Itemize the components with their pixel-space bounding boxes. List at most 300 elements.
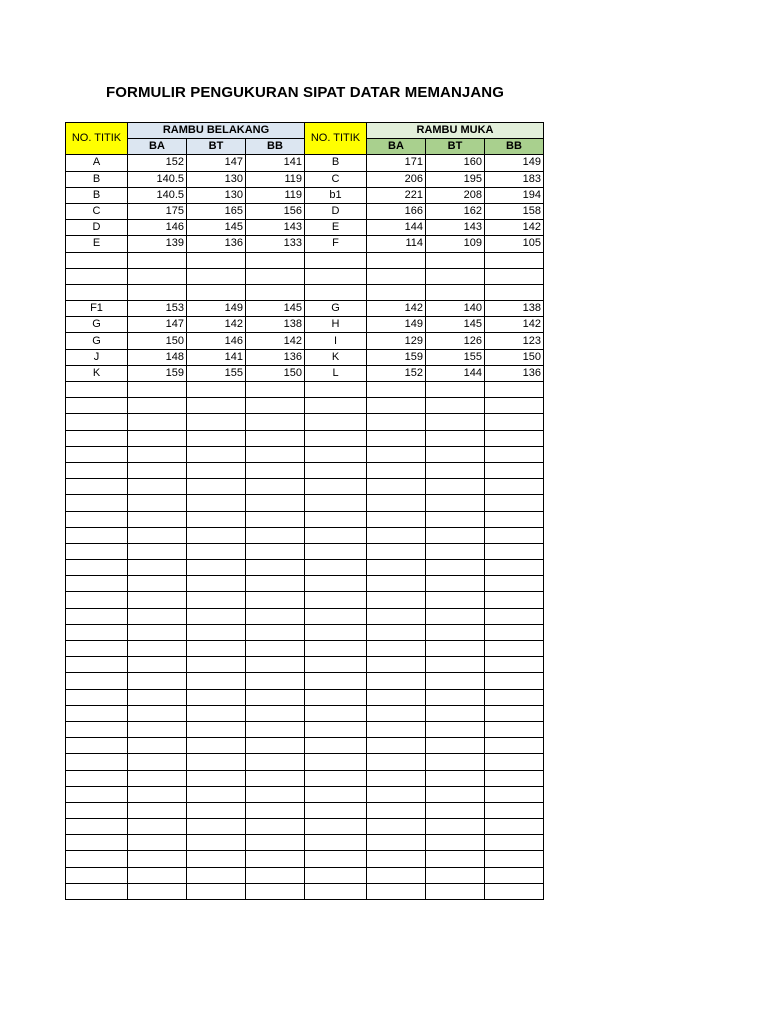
front-point-cell[interactable]: L xyxy=(305,365,367,381)
front-bt-cell[interactable] xyxy=(426,608,485,624)
back-point-cell[interactable] xyxy=(66,268,128,284)
back-bt-cell[interactable]: 145 xyxy=(187,220,246,236)
front-ba-cell[interactable] xyxy=(367,268,426,284)
back-point-cell[interactable] xyxy=(66,462,128,478)
back-bb-cell[interactable] xyxy=(246,252,305,268)
front-ba-cell[interactable] xyxy=(367,786,426,802)
back-bt-cell[interactable] xyxy=(187,770,246,786)
front-bt-cell[interactable]: 143 xyxy=(426,220,485,236)
front-ba-cell[interactable] xyxy=(367,527,426,543)
front-bt-cell[interactable] xyxy=(426,252,485,268)
front-bt-cell[interactable] xyxy=(426,754,485,770)
front-point-cell[interactable] xyxy=(305,851,367,867)
back-bb-cell[interactable] xyxy=(246,802,305,818)
back-ba-cell[interactable]: 140.5 xyxy=(128,187,187,203)
back-bb-cell[interactable] xyxy=(246,705,305,721)
front-point-cell[interactable] xyxy=(305,835,367,851)
front-bt-cell[interactable] xyxy=(426,592,485,608)
front-point-cell[interactable]: H xyxy=(305,317,367,333)
back-bt-cell[interactable] xyxy=(187,527,246,543)
front-bb-cell[interactable] xyxy=(485,284,544,300)
front-point-cell[interactable]: K xyxy=(305,349,367,365)
front-bt-cell[interactable] xyxy=(426,641,485,657)
back-point-cell[interactable] xyxy=(66,430,128,446)
back-bt-cell[interactable]: 141 xyxy=(187,349,246,365)
back-bt-cell[interactable] xyxy=(187,479,246,495)
back-point-cell[interactable] xyxy=(66,802,128,818)
back-bb-cell[interactable] xyxy=(246,883,305,899)
front-bb-cell[interactable] xyxy=(485,705,544,721)
front-bb-cell[interactable]: 149 xyxy=(485,155,544,171)
back-point-cell[interactable] xyxy=(66,770,128,786)
back-point-cell[interactable] xyxy=(66,754,128,770)
front-bb-cell[interactable]: 150 xyxy=(485,349,544,365)
back-point-cell[interactable] xyxy=(66,414,128,430)
front-point-cell[interactable] xyxy=(305,754,367,770)
back-point-cell[interactable] xyxy=(66,511,128,527)
back-point-cell[interactable]: G xyxy=(66,333,128,349)
back-ba-cell[interactable] xyxy=(128,819,187,835)
back-ba-cell[interactable] xyxy=(128,284,187,300)
back-bt-cell[interactable]: 146 xyxy=(187,333,246,349)
front-point-cell[interactable] xyxy=(305,495,367,511)
back-point-cell[interactable] xyxy=(66,252,128,268)
back-bt-cell[interactable]: 136 xyxy=(187,236,246,252)
back-ba-cell[interactable] xyxy=(128,592,187,608)
front-bb-cell[interactable] xyxy=(485,851,544,867)
back-bb-cell[interactable] xyxy=(246,754,305,770)
back-point-cell[interactable]: C xyxy=(66,203,128,219)
back-bt-cell[interactable] xyxy=(187,624,246,640)
front-bb-cell[interactable]: 183 xyxy=(485,171,544,187)
back-bt-cell[interactable] xyxy=(187,754,246,770)
back-ba-cell[interactable] xyxy=(128,576,187,592)
back-bb-cell[interactable] xyxy=(246,560,305,576)
front-bb-cell[interactable] xyxy=(485,673,544,689)
front-ba-cell[interactable] xyxy=(367,705,426,721)
back-point-cell[interactable] xyxy=(66,560,128,576)
front-point-cell[interactable] xyxy=(305,527,367,543)
front-point-cell[interactable] xyxy=(305,770,367,786)
front-ba-cell[interactable]: 142 xyxy=(367,301,426,317)
back-bb-cell[interactable] xyxy=(246,511,305,527)
back-bb-cell[interactable] xyxy=(246,819,305,835)
back-ba-cell[interactable] xyxy=(128,252,187,268)
back-bb-cell[interactable] xyxy=(246,382,305,398)
back-ba-cell[interactable] xyxy=(128,770,187,786)
back-bt-cell[interactable] xyxy=(187,608,246,624)
front-bb-cell[interactable]: 136 xyxy=(485,365,544,381)
front-bt-cell[interactable] xyxy=(426,624,485,640)
back-bb-cell[interactable] xyxy=(246,495,305,511)
front-ba-cell[interactable] xyxy=(367,802,426,818)
front-bt-cell[interactable] xyxy=(426,819,485,835)
front-bt-cell[interactable] xyxy=(426,867,485,883)
back-bt-cell[interactable] xyxy=(187,495,246,511)
front-ba-cell[interactable] xyxy=(367,770,426,786)
back-bt-cell[interactable] xyxy=(187,883,246,899)
front-bb-cell[interactable]: 158 xyxy=(485,203,544,219)
front-bt-cell[interactable]: 140 xyxy=(426,301,485,317)
front-bt-cell[interactable] xyxy=(426,414,485,430)
back-bt-cell[interactable] xyxy=(187,414,246,430)
front-point-cell[interactable] xyxy=(305,382,367,398)
back-point-cell[interactable] xyxy=(66,835,128,851)
front-bb-cell[interactable] xyxy=(485,657,544,673)
back-bb-cell[interactable] xyxy=(246,462,305,478)
back-point-cell[interactable] xyxy=(66,382,128,398)
front-point-cell[interactable] xyxy=(305,689,367,705)
front-bt-cell[interactable] xyxy=(426,398,485,414)
back-bb-cell[interactable] xyxy=(246,398,305,414)
back-bb-cell[interactable] xyxy=(246,446,305,462)
back-point-cell[interactable]: J xyxy=(66,349,128,365)
front-bt-cell[interactable] xyxy=(426,721,485,737)
back-point-cell[interactable] xyxy=(66,673,128,689)
front-bb-cell[interactable] xyxy=(485,721,544,737)
back-ba-cell[interactable] xyxy=(128,543,187,559)
front-ba-cell[interactable] xyxy=(367,560,426,576)
back-point-cell[interactable] xyxy=(66,446,128,462)
back-ba-cell[interactable] xyxy=(128,624,187,640)
front-point-cell[interactable] xyxy=(305,592,367,608)
back-bb-cell[interactable]: 150 xyxy=(246,365,305,381)
front-point-cell[interactable] xyxy=(305,624,367,640)
back-ba-cell[interactable] xyxy=(128,673,187,689)
front-bt-cell[interactable]: 145 xyxy=(426,317,485,333)
front-bt-cell[interactable]: 195 xyxy=(426,171,485,187)
back-bb-cell[interactable]: 142 xyxy=(246,333,305,349)
front-ba-cell[interactable] xyxy=(367,641,426,657)
front-ba-cell[interactable] xyxy=(367,657,426,673)
back-point-cell[interactable] xyxy=(66,689,128,705)
back-ba-cell[interactable] xyxy=(128,414,187,430)
front-bt-cell[interactable] xyxy=(426,576,485,592)
front-bb-cell[interactable] xyxy=(485,754,544,770)
front-bb-cell[interactable] xyxy=(485,382,544,398)
back-bt-cell[interactable] xyxy=(187,543,246,559)
front-point-cell[interactable] xyxy=(305,608,367,624)
back-bt-cell[interactable] xyxy=(187,382,246,398)
front-ba-cell[interactable] xyxy=(367,576,426,592)
front-bt-cell[interactable] xyxy=(426,738,485,754)
back-point-cell[interactable]: B xyxy=(66,187,128,203)
front-point-cell[interactable] xyxy=(305,576,367,592)
back-bt-cell[interactable] xyxy=(187,284,246,300)
back-point-cell[interactable]: F1 xyxy=(66,301,128,317)
back-bt-cell[interactable] xyxy=(187,430,246,446)
front-bt-cell[interactable] xyxy=(426,382,485,398)
front-ba-cell[interactable] xyxy=(367,284,426,300)
back-ba-cell[interactable]: 152 xyxy=(128,155,187,171)
front-bb-cell[interactable] xyxy=(485,511,544,527)
front-point-cell[interactable] xyxy=(305,543,367,559)
front-bb-cell[interactable] xyxy=(485,414,544,430)
front-bb-cell[interactable] xyxy=(485,802,544,818)
front-ba-cell[interactable]: 159 xyxy=(367,349,426,365)
front-bb-cell[interactable] xyxy=(485,819,544,835)
front-bt-cell[interactable]: 208 xyxy=(426,187,485,203)
back-bt-cell[interactable] xyxy=(187,560,246,576)
front-ba-cell[interactable] xyxy=(367,721,426,737)
back-bb-cell[interactable] xyxy=(246,867,305,883)
back-point-cell[interactable] xyxy=(66,576,128,592)
back-bt-cell[interactable]: 130 xyxy=(187,171,246,187)
back-point-cell[interactable] xyxy=(66,851,128,867)
back-bb-cell[interactable] xyxy=(246,738,305,754)
back-bt-cell[interactable] xyxy=(187,786,246,802)
back-bb-cell[interactable] xyxy=(246,673,305,689)
front-point-cell[interactable] xyxy=(305,721,367,737)
back-ba-cell[interactable] xyxy=(128,802,187,818)
front-bb-cell[interactable] xyxy=(485,786,544,802)
front-bt-cell[interactable] xyxy=(426,705,485,721)
back-bt-cell[interactable]: 147 xyxy=(187,155,246,171)
front-ba-cell[interactable]: 114 xyxy=(367,236,426,252)
front-ba-cell[interactable] xyxy=(367,414,426,430)
back-ba-cell[interactable] xyxy=(128,721,187,737)
back-ba-cell[interactable] xyxy=(128,657,187,673)
back-ba-cell[interactable] xyxy=(128,754,187,770)
front-bt-cell[interactable] xyxy=(426,511,485,527)
front-point-cell[interactable] xyxy=(305,738,367,754)
back-ba-cell[interactable] xyxy=(128,738,187,754)
front-bt-cell[interactable] xyxy=(426,284,485,300)
front-point-cell[interactable]: I xyxy=(305,333,367,349)
front-bb-cell[interactable] xyxy=(485,835,544,851)
back-point-cell[interactable] xyxy=(66,705,128,721)
front-ba-cell[interactable]: 149 xyxy=(367,317,426,333)
front-point-cell[interactable] xyxy=(305,883,367,899)
back-bb-cell[interactable] xyxy=(246,268,305,284)
front-ba-cell[interactable] xyxy=(367,738,426,754)
back-bb-cell[interactable] xyxy=(246,851,305,867)
back-point-cell[interactable] xyxy=(66,624,128,640)
front-point-cell[interactable] xyxy=(305,284,367,300)
back-ba-cell[interactable]: 148 xyxy=(128,349,187,365)
back-bt-cell[interactable]: 142 xyxy=(187,317,246,333)
front-bb-cell[interactable]: 142 xyxy=(485,317,544,333)
front-bb-cell[interactable] xyxy=(485,641,544,657)
back-bb-cell[interactable] xyxy=(246,786,305,802)
front-bt-cell[interactable] xyxy=(426,770,485,786)
front-point-cell[interactable] xyxy=(305,462,367,478)
front-ba-cell[interactable] xyxy=(367,398,426,414)
front-bt-cell[interactable] xyxy=(426,689,485,705)
back-bt-cell[interactable] xyxy=(187,673,246,689)
back-point-cell[interactable] xyxy=(66,592,128,608)
back-ba-cell[interactable] xyxy=(128,398,187,414)
back-bt-cell[interactable] xyxy=(187,268,246,284)
back-bt-cell[interactable] xyxy=(187,867,246,883)
front-bt-cell[interactable] xyxy=(426,268,485,284)
front-point-cell[interactable] xyxy=(305,252,367,268)
back-ba-cell[interactable] xyxy=(128,835,187,851)
back-point-cell[interactable]: E xyxy=(66,236,128,252)
front-bb-cell[interactable] xyxy=(485,770,544,786)
back-bt-cell[interactable] xyxy=(187,576,246,592)
back-ba-cell[interactable]: 150 xyxy=(128,333,187,349)
back-bb-cell[interactable] xyxy=(246,770,305,786)
front-bb-cell[interactable] xyxy=(485,576,544,592)
back-bt-cell[interactable]: 165 xyxy=(187,203,246,219)
front-bt-cell[interactable] xyxy=(426,560,485,576)
front-bb-cell[interactable] xyxy=(485,883,544,899)
front-point-cell[interactable] xyxy=(305,657,367,673)
back-bb-cell[interactable] xyxy=(246,689,305,705)
back-bb-cell[interactable] xyxy=(246,576,305,592)
front-ba-cell[interactable] xyxy=(367,382,426,398)
front-ba-cell[interactable] xyxy=(367,689,426,705)
front-ba-cell[interactable] xyxy=(367,819,426,835)
back-bb-cell[interactable]: 141 xyxy=(246,155,305,171)
back-point-cell[interactable]: A xyxy=(66,155,128,171)
front-bb-cell[interactable] xyxy=(485,592,544,608)
back-ba-cell[interactable] xyxy=(128,527,187,543)
back-ba-cell[interactable] xyxy=(128,705,187,721)
back-ba-cell[interactable] xyxy=(128,641,187,657)
back-bt-cell[interactable] xyxy=(187,851,246,867)
back-bb-cell[interactable] xyxy=(246,414,305,430)
front-ba-cell[interactable] xyxy=(367,867,426,883)
front-bb-cell[interactable] xyxy=(485,560,544,576)
back-ba-cell[interactable]: 139 xyxy=(128,236,187,252)
back-ba-cell[interactable]: 147 xyxy=(128,317,187,333)
front-point-cell[interactable]: D xyxy=(305,203,367,219)
front-bt-cell[interactable]: 160 xyxy=(426,155,485,171)
back-ba-cell[interactable]: 159 xyxy=(128,365,187,381)
front-point-cell[interactable] xyxy=(305,786,367,802)
front-point-cell[interactable] xyxy=(305,819,367,835)
front-bb-cell[interactable] xyxy=(485,738,544,754)
back-bb-cell[interactable]: 136 xyxy=(246,349,305,365)
front-bb-cell[interactable] xyxy=(485,446,544,462)
back-bb-cell[interactable]: 119 xyxy=(246,187,305,203)
front-ba-cell[interactable] xyxy=(367,624,426,640)
front-point-cell[interactable] xyxy=(305,398,367,414)
front-point-cell[interactable]: E xyxy=(305,220,367,236)
front-ba-cell[interactable] xyxy=(367,495,426,511)
front-ba-cell[interactable] xyxy=(367,479,426,495)
front-ba-cell[interactable] xyxy=(367,252,426,268)
back-point-cell[interactable] xyxy=(66,738,128,754)
front-point-cell[interactable] xyxy=(305,268,367,284)
front-bt-cell[interactable] xyxy=(426,657,485,673)
back-ba-cell[interactable] xyxy=(128,608,187,624)
front-bb-cell[interactable] xyxy=(485,867,544,883)
back-ba-cell[interactable] xyxy=(128,786,187,802)
front-ba-cell[interactable] xyxy=(367,446,426,462)
back-ba-cell[interactable] xyxy=(128,883,187,899)
back-bt-cell[interactable] xyxy=(187,462,246,478)
back-point-cell[interactable] xyxy=(66,883,128,899)
front-bb-cell[interactable]: 142 xyxy=(485,220,544,236)
front-bt-cell[interactable] xyxy=(426,446,485,462)
back-ba-cell[interactable] xyxy=(128,867,187,883)
back-point-cell[interactable] xyxy=(66,495,128,511)
back-bt-cell[interactable] xyxy=(187,592,246,608)
back-bb-cell[interactable] xyxy=(246,657,305,673)
back-bb-cell[interactable] xyxy=(246,284,305,300)
back-ba-cell[interactable] xyxy=(128,851,187,867)
front-ba-cell[interactable]: 129 xyxy=(367,333,426,349)
front-bb-cell[interactable]: 105 xyxy=(485,236,544,252)
front-ba-cell[interactable] xyxy=(367,592,426,608)
back-point-cell[interactable] xyxy=(66,543,128,559)
back-bb-cell[interactable] xyxy=(246,608,305,624)
back-point-cell[interactable]: K xyxy=(66,365,128,381)
back-point-cell[interactable] xyxy=(66,527,128,543)
front-point-cell[interactable] xyxy=(305,479,367,495)
front-ba-cell[interactable]: 166 xyxy=(367,203,426,219)
back-bt-cell[interactable] xyxy=(187,657,246,673)
front-ba-cell[interactable] xyxy=(367,851,426,867)
back-point-cell[interactable] xyxy=(66,819,128,835)
front-ba-cell[interactable] xyxy=(367,543,426,559)
front-bt-cell[interactable] xyxy=(426,495,485,511)
front-ba-cell[interactable] xyxy=(367,673,426,689)
front-ba-cell[interactable]: 221 xyxy=(367,187,426,203)
back-ba-cell[interactable] xyxy=(128,446,187,462)
front-bt-cell[interactable]: 126 xyxy=(426,333,485,349)
back-point-cell[interactable]: D xyxy=(66,220,128,236)
back-ba-cell[interactable] xyxy=(128,560,187,576)
back-ba-cell[interactable] xyxy=(128,689,187,705)
front-bt-cell[interactable]: 109 xyxy=(426,236,485,252)
front-point-cell[interactable] xyxy=(305,673,367,689)
back-bb-cell[interactable] xyxy=(246,527,305,543)
back-ba-cell[interactable] xyxy=(128,382,187,398)
front-ba-cell[interactable]: 144 xyxy=(367,220,426,236)
front-bb-cell[interactable] xyxy=(485,527,544,543)
front-bb-cell[interactable] xyxy=(485,495,544,511)
front-bt-cell[interactable]: 162 xyxy=(426,203,485,219)
front-point-cell[interactable] xyxy=(305,414,367,430)
back-bb-cell[interactable]: 119 xyxy=(246,171,305,187)
front-bb-cell[interactable] xyxy=(485,624,544,640)
front-bt-cell[interactable]: 144 xyxy=(426,365,485,381)
front-bb-cell[interactable] xyxy=(485,608,544,624)
front-point-cell[interactable] xyxy=(305,560,367,576)
front-bt-cell[interactable] xyxy=(426,430,485,446)
front-bb-cell[interactable] xyxy=(485,462,544,478)
back-bb-cell[interactable] xyxy=(246,479,305,495)
back-point-cell[interactable] xyxy=(66,721,128,737)
front-ba-cell[interactable] xyxy=(367,608,426,624)
back-bt-cell[interactable]: 149 xyxy=(187,301,246,317)
back-point-cell[interactable] xyxy=(66,657,128,673)
front-ba-cell[interactable]: 171 xyxy=(367,155,426,171)
front-point-cell[interactable]: F xyxy=(305,236,367,252)
back-ba-cell[interactable] xyxy=(128,479,187,495)
back-point-cell[interactable]: B xyxy=(66,171,128,187)
front-point-cell[interactable] xyxy=(305,867,367,883)
back-bb-cell[interactable] xyxy=(246,641,305,657)
front-point-cell[interactable]: B xyxy=(305,155,367,171)
back-bt-cell[interactable] xyxy=(187,819,246,835)
back-bt-cell[interactable] xyxy=(187,738,246,754)
back-bb-cell[interactable]: 143 xyxy=(246,220,305,236)
front-bb-cell[interactable] xyxy=(485,543,544,559)
front-bt-cell[interactable] xyxy=(426,786,485,802)
front-point-cell[interactable] xyxy=(305,641,367,657)
back-bt-cell[interactable] xyxy=(187,641,246,657)
back-ba-cell[interactable]: 175 xyxy=(128,203,187,219)
front-bb-cell[interactable]: 123 xyxy=(485,333,544,349)
front-bt-cell[interactable] xyxy=(426,527,485,543)
back-point-cell[interactable] xyxy=(66,284,128,300)
back-bb-cell[interactable] xyxy=(246,543,305,559)
